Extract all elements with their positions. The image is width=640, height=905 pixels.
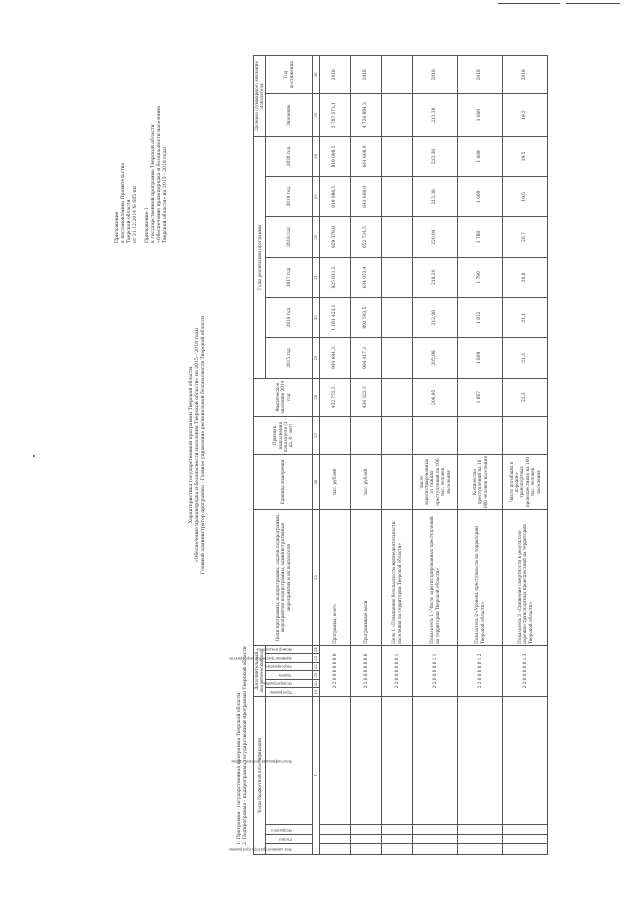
flag-cell (502, 416, 547, 454)
index-cell: 34 (312, 136, 319, 176)
legend-line: 1. Программа - государственная программа Тверской области (237, 692, 242, 845)
code-cell-section (412, 834, 457, 844)
year-header: 2019 год (265, 177, 312, 217)
year-header: 2020 год (265, 136, 312, 176)
year-header: 2016 год (265, 298, 312, 338)
code-cell-article (350, 696, 381, 825)
target-year-cell: 2018 (502, 56, 547, 94)
analytic-code-cell: 2 2 0 0 0 0 0 0 0 (319, 645, 350, 696)
code-cell-section (502, 834, 547, 844)
year-value-cell: 218,24 (412, 257, 457, 297)
analytic-code-cell: 2 2 0 0 0 0 0 0 1 (381, 645, 412, 696)
approval-block (115, 63, 139, 243)
target-value-cell: 19,5 (502, 94, 547, 136)
code-cell-article (412, 696, 457, 825)
year-value-cell: 904 417,3 (350, 338, 381, 378)
year-value-cell: 634 051,4 (350, 257, 381, 297)
index-cell: 36 (312, 56, 319, 94)
year-value-cell: 1 809 (457, 338, 502, 378)
top-rule-right (566, 3, 620, 4)
unit-cell: Количество преступлений на 10 000 человек населения (457, 454, 502, 509)
name-column-header: Цели программы, подпрограммы, задачи подпрограммы, мероприятия подпрограммы, административные мероприятия и их показатели (254, 510, 313, 646)
code-cell-article (381, 696, 412, 825)
flag-cell (381, 416, 412, 454)
code-cell-section (457, 834, 502, 844)
analytic-code-cell: 2 2 0 0 0 0 0 1 1 (412, 645, 457, 696)
code-cell-admin (457, 844, 502, 855)
year-value-cell: 1 181 424,1 (319, 298, 350, 338)
year-header: 2015 год (265, 338, 312, 378)
year-header: 2017 год (265, 257, 312, 297)
unit-cell: число зарегистрированных от тяжких преступлений на 100 тыс. человек населения (412, 454, 457, 509)
index-cell: 32 (312, 217, 319, 257)
code-cell-admin (412, 844, 457, 855)
index-cell: 24 (313, 647, 319, 653)
year-value-cell: 220,94 (412, 217, 457, 257)
row-name-cell: Программа, всего (319, 510, 350, 646)
base-value-cell: 1 867 (457, 378, 502, 416)
year-value-cell: 205,99 (412, 338, 457, 378)
year-value-cell (381, 177, 412, 217)
header-row-groups (254, 56, 266, 855)
target-value-cell: 4 726 894,3 (350, 94, 381, 136)
approval-line: Приложение (115, 211, 120, 243)
table-row (502, 56, 547, 855)
flag-cell (457, 416, 502, 454)
base-value-cell: 452 755,5 (319, 378, 350, 416)
base-value-cell: 22,3 (502, 378, 547, 416)
code-cell-admin (319, 844, 350, 855)
year-value-cell: 944 694,3 (319, 338, 350, 378)
year-value-cell: 919 098,5 (319, 136, 350, 176)
index-cell: 26 (312, 454, 319, 509)
code-cell-subsection (381, 825, 412, 835)
year-value-cell: 20,8 (502, 257, 547, 297)
target-year-cell: 2018 (350, 56, 381, 94)
code-col-subsection: Подраздел (265, 825, 312, 835)
flag-cell (412, 416, 457, 454)
index-cell: 35 (312, 94, 319, 136)
year-value-cell: 20,7 (502, 217, 547, 257)
index-cell: 19 (313, 689, 319, 695)
code-cell-article (319, 696, 350, 825)
flag-cell (350, 416, 381, 454)
annex-line: Тверской области» на 2015 - 2018 годы (163, 147, 168, 243)
rotated-document-sheet (105, 55, 541, 855)
target-value-cell (381, 94, 412, 136)
table-row (319, 56, 350, 855)
document-title (189, 185, 207, 705)
annex-line: «Обеспечение правопорядка и безопасности населения (157, 106, 162, 243)
index-cell: 27 (312, 416, 319, 454)
unit-cell: Число погибших в дорожно-транспортных происшествиях на 100 тыс. человек населения (502, 454, 547, 509)
year-value-cell: 919 098,5 (319, 177, 350, 217)
index-cell: 31 (312, 257, 319, 297)
column-index-row (312, 56, 319, 855)
unit-cell: тыс. рублей (319, 454, 350, 509)
code-cell-subsection (412, 825, 457, 835)
target-group-header: Целевое (суммарное) значение показателя (254, 56, 266, 137)
index-cell: 33 (312, 177, 319, 217)
title-line: «Обеспечение правопорядка и безопасности населения Тверской области» на 2015 - 2018 годы (195, 327, 200, 563)
table-row (457, 56, 502, 855)
index-cell: 20 (313, 681, 319, 687)
index-cell: 29 (312, 338, 319, 378)
analytic-col-subprogram: Подпрограмма (265, 679, 312, 687)
year-value-cell: 212,98 (412, 298, 457, 338)
target-year-cell: 2018 (457, 56, 502, 94)
approval-line: от 31.12.2014 № 685-пп (133, 186, 138, 243)
code-cell-subsection (502, 825, 547, 835)
analytic-code-cell: 2 2 0 0 0 0 0 1 3 (502, 645, 547, 696)
year-value-cell: 641 608,0 (350, 136, 381, 176)
code-cell-admin (502, 844, 547, 855)
table-row (350, 56, 381, 855)
legend-line: 2. Подпрограмма - подпрограмма государственной программы Тверской области (243, 646, 248, 845)
annex-line: к государственной программе Тверской области (151, 124, 156, 243)
approval-line: к постановлению Правительства (121, 162, 126, 243)
target-value-header: Значение (265, 94, 312, 136)
unit-column-header: Единица измерения (254, 454, 313, 509)
year-value-cell (381, 136, 412, 176)
index-cell: 28 (312, 378, 319, 416)
code-cell-admin (350, 844, 381, 855)
scan-mark (33, 455, 35, 457)
year-header: 2018 год (265, 217, 312, 257)
row-name-cell: Программные цели (350, 510, 381, 646)
code-cell-article (502, 696, 547, 825)
target-value-cell: 1 669 (457, 94, 502, 136)
program-legend (237, 385, 249, 845)
base-column-header: Фактическое значение 2014 год (254, 378, 313, 416)
target-year-cell: 2018 (412, 56, 457, 94)
year-value-cell: 929 379,8 (319, 217, 350, 257)
code-cell-section (381, 834, 412, 844)
analytic-code-cell: 2 2 0 0 0 0 0 0 0 (350, 645, 381, 696)
code-col-section: Раздел (265, 834, 312, 844)
index-cell: 21 (313, 672, 319, 678)
analytic-code-header: Дополнительный аналитический код (254, 645, 266, 696)
analytic-code-cell: 2 2 0 0 0 0 0 1 2 (457, 645, 502, 696)
index-cell: 30 (312, 298, 319, 338)
year-value-cell: 19,5 (502, 177, 547, 217)
row-name-cell: Цель 1 «Повышение безопасности жизнедеятельности населения на территории Тверской области» (381, 510, 412, 646)
code-col-target-article: Классификация целевой статьи (265, 696, 312, 825)
year-value-cell: 1 790 (457, 257, 502, 297)
target-year-cell (381, 56, 412, 94)
annex-line: Приложение 1 (145, 207, 150, 243)
code-cell-admin (381, 844, 412, 855)
row-name-cell: Показатель 3 «Снижение смертности в результате дорожно-транспортных происшествий на территории Тверской области» (502, 510, 547, 646)
target-value-cell: 213,38 (412, 94, 457, 136)
code-cell-subsection (457, 825, 502, 835)
target-year-header: Год достижения (265, 56, 312, 94)
analytic-col-task: Задача (265, 671, 312, 679)
year-value-cell: 1 788 (457, 217, 502, 257)
flag-cell (319, 416, 350, 454)
year-value-cell: 1 669 (457, 177, 502, 217)
annex-block (145, 63, 169, 243)
code-cell-article (457, 696, 502, 825)
code-col-admin: Код администратора программы (265, 844, 312, 855)
title-line: Характеристика государственной программы Тверской области (189, 366, 194, 524)
flag-column-header: Признак выполнения показателя (1 - да, 0 - нет) (254, 416, 313, 454)
index-cell: 1 (312, 696, 319, 854)
target-year-cell: 2018 (319, 56, 350, 94)
base-value-cell (381, 378, 412, 416)
year-value-cell: 892 503,5 (350, 298, 381, 338)
year-value-cell: 21,1 (502, 298, 547, 338)
year-value-cell: 925 811,5 (319, 257, 350, 297)
index-cell: 23 (313, 655, 319, 661)
unit-cell (381, 454, 412, 509)
top-rule-left (498, 3, 560, 4)
table-body (319, 56, 547, 855)
years-group-header: Годы реализации программы (254, 136, 266, 378)
row-name-cell: Показатель 1 «Число зарегистрированных преступлений на территории Тверской области» (412, 510, 457, 646)
analytic-col-indicator: Номер показателя (265, 645, 312, 654)
year-value-cell: 19,5 (502, 136, 547, 176)
year-value-cell: 21,3 (502, 338, 547, 378)
year-value-cell (381, 217, 412, 257)
analytic-col-measure: Мероприятие (265, 662, 312, 670)
code-cell-section (319, 834, 350, 844)
row-name-cell: Показатель 2 «Уровень преступности на территории Тверской области» (457, 510, 502, 646)
approval-line: Тверской области (127, 199, 132, 243)
table-row (412, 56, 457, 855)
code-cell-subsection (350, 825, 381, 835)
index-cell: 25 (312, 510, 319, 646)
title-line: Главный администратор программы - Главное управление региональной безопасности Тверской области (201, 315, 206, 575)
base-value-cell: 206,95 (412, 378, 457, 416)
analytic-col-admin-measure: Административное мероприятие (265, 654, 312, 662)
code-cell-section (350, 834, 381, 844)
unit-cell: тыс. рублей (350, 454, 381, 509)
analytic-col-program: Программа (265, 688, 312, 696)
code-group-header: Коды бюджетной классификации (254, 696, 266, 854)
index-cell: 22 (313, 664, 319, 670)
target-value-cell: 5 797 573,1 (319, 94, 350, 136)
year-value-cell: 641 608,0 (350, 177, 381, 217)
year-value-cell: 213,38 (412, 177, 457, 217)
year-value-cell (381, 338, 412, 378)
year-value-cell: 652 734,5 (350, 217, 381, 257)
year-value-cell: 1 669 (457, 136, 502, 176)
code-cell-subsection (319, 825, 350, 835)
table-row (381, 56, 412, 855)
year-value-cell (381, 257, 412, 297)
year-value-cell: 213,38 (412, 136, 457, 176)
year-value-cell: 1 832 (457, 298, 502, 338)
base-value-cell: 434 322,3 (350, 378, 381, 416)
year-value-cell (381, 298, 412, 338)
